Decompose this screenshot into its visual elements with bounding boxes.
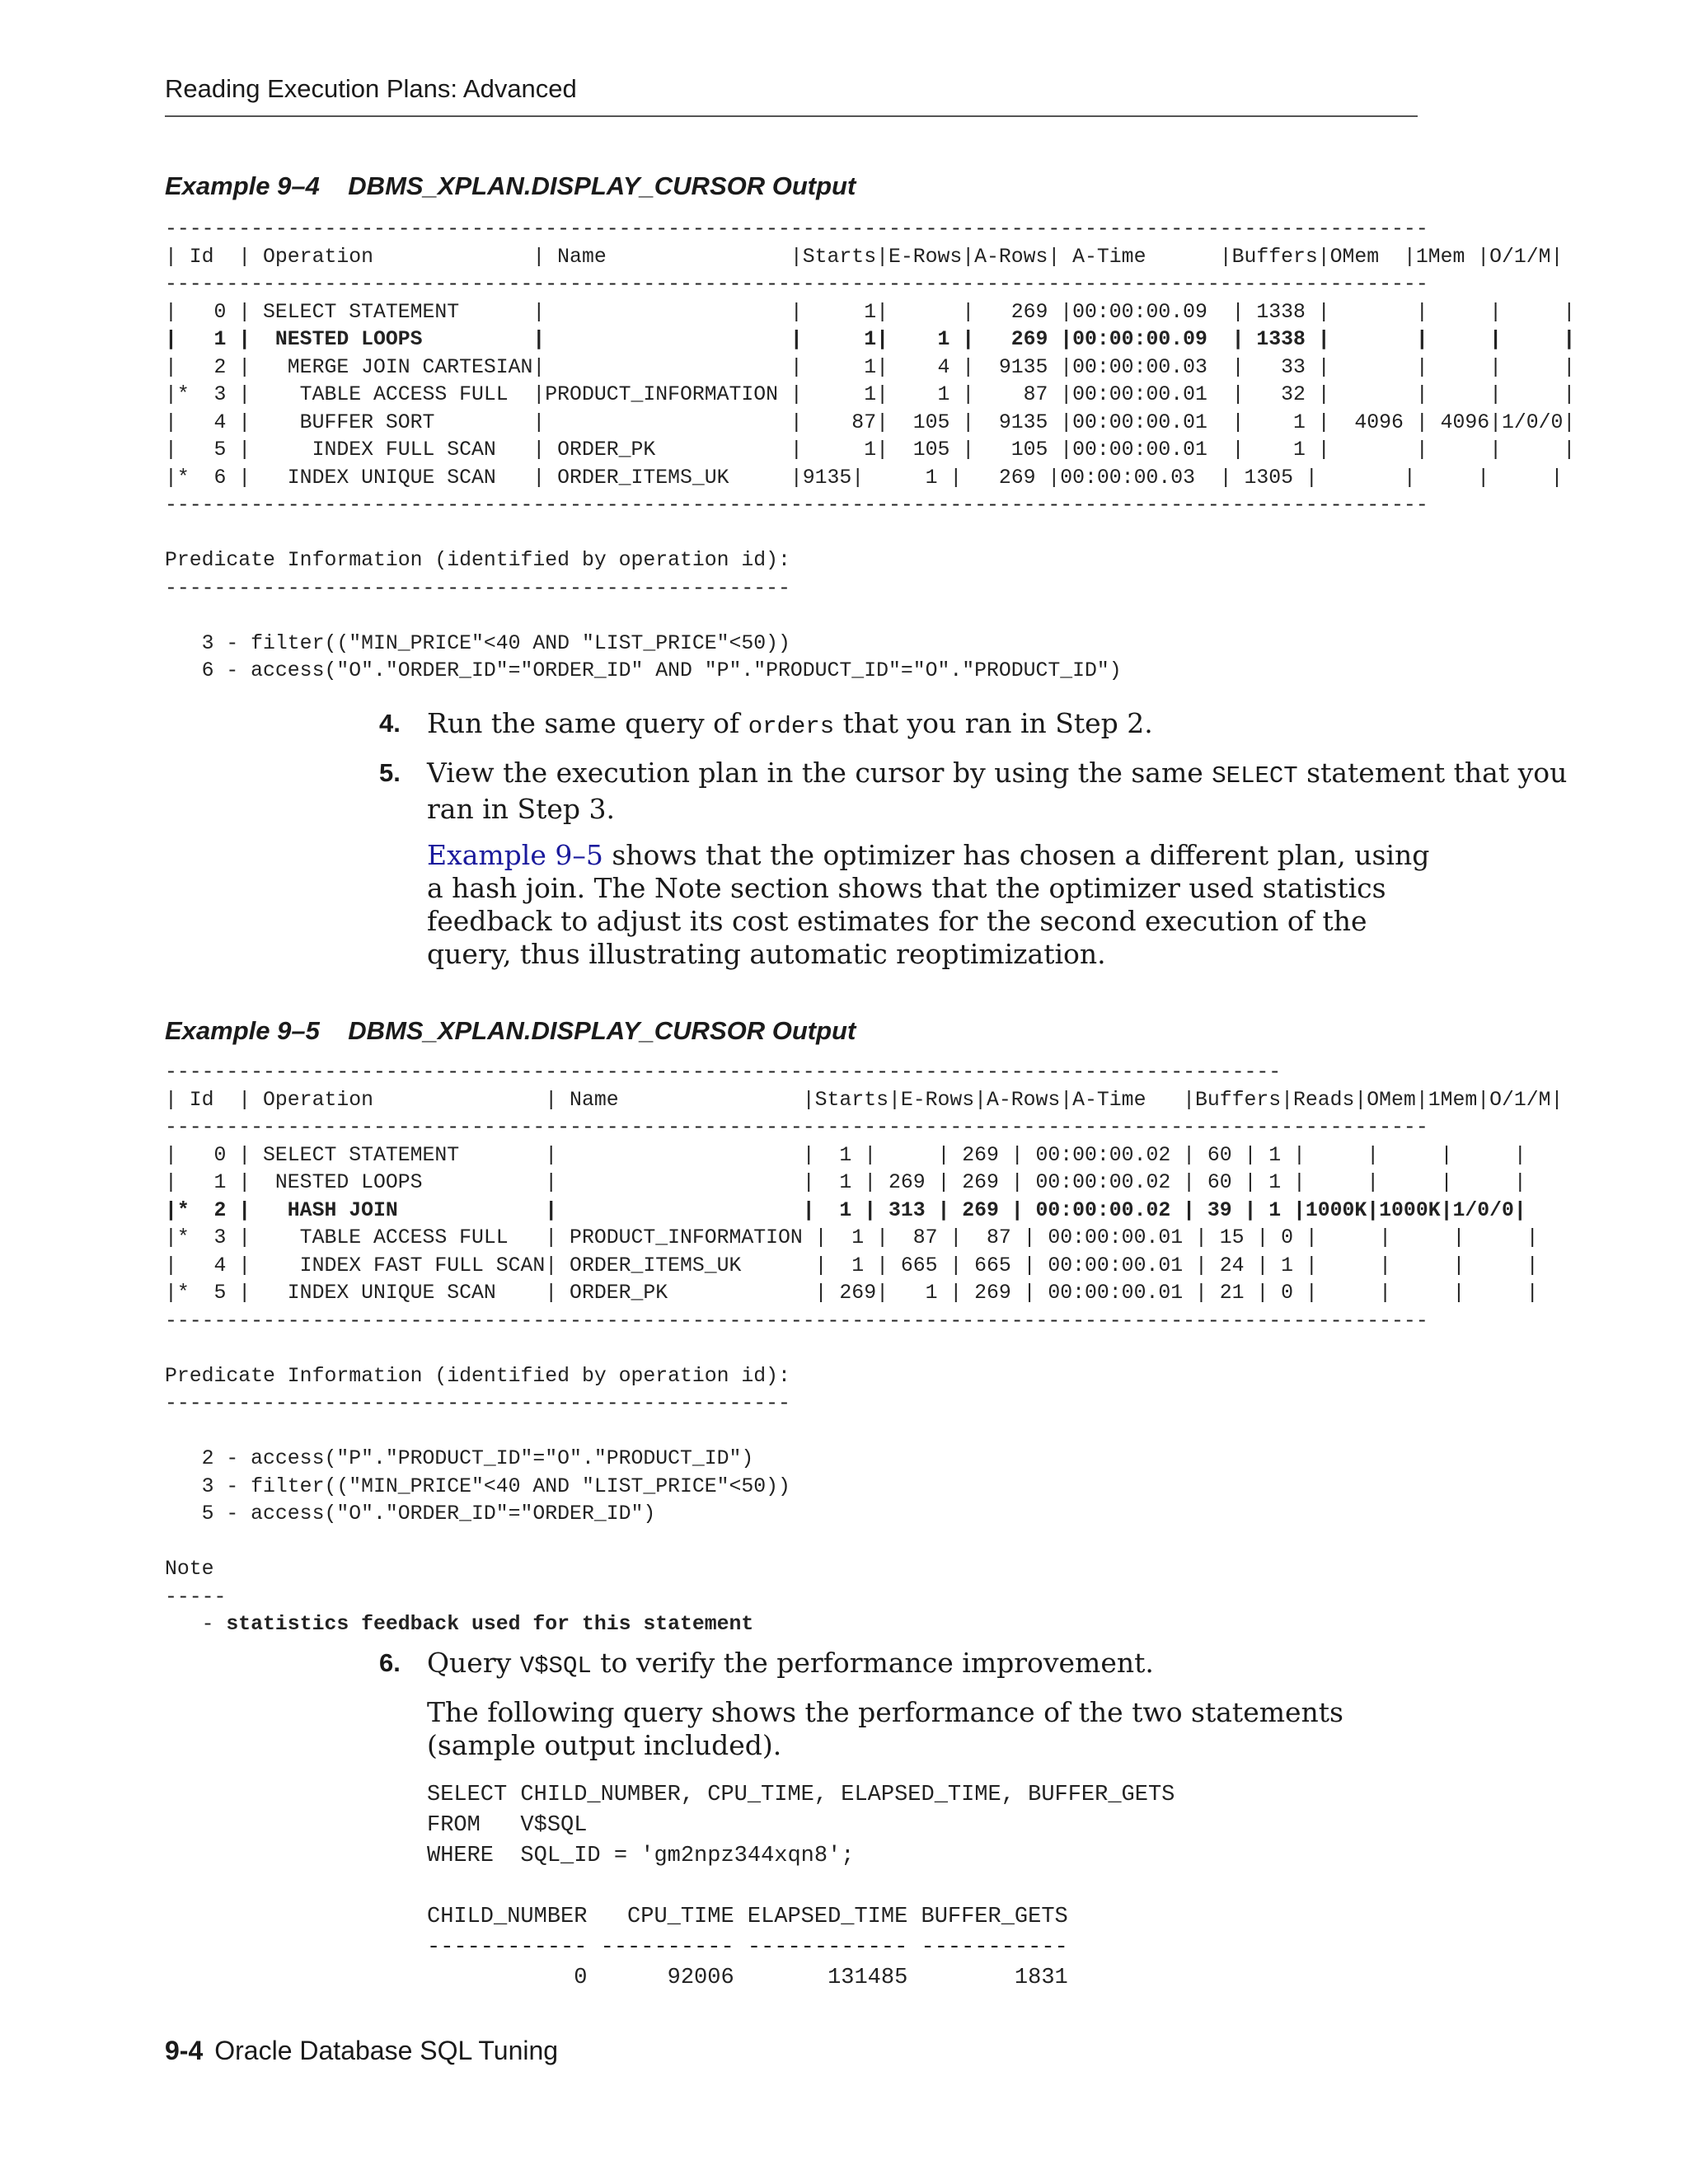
- note-heading: Note: [165, 1558, 214, 1581]
- plan-row: | 2 | MERGE JOIN CARTESIAN| | 1| 4 | 9135 |00:00:00.03 | 33 | | | |: [165, 355, 1576, 379]
- inline-code: V$SQL: [519, 1652, 592, 1680]
- sql-line: FROM V$SQL: [427, 1813, 588, 1838]
- plan-row: | 5 | INDEX FULL SCAN | ORDER_PK | 1| 105 | 105 |00:00:00.01 | 1 | | | |: [165, 438, 1576, 462]
- page-number: 9-4: [165, 2036, 204, 2065]
- sql-line: SELECT CHILD_NUMBER, CPU_TIME, ELAPSED_TIME, BUFFER_GETS: [427, 1783, 1175, 1807]
- step-number: 4.: [379, 709, 401, 738]
- predicate-line: 3 - filter(("MIN_PRICE"<40 AND "LIST_PRICE"<50)): [165, 1474, 790, 1498]
- step-number: 6.: [379, 1648, 401, 1677]
- plan-header-row: | Id | Operation | Name |Starts|E-Rows|A-Rows|A-Time |Buffers|Reads|OMem|1Mem|O/1/M|: [165, 1088, 1564, 1112]
- note-rule: -----: [165, 1585, 227, 1609]
- plan-row: | 4 | INDEX FAST FULL SCAN| ORDER_ITEMS_UK | 1 | 665 | 665 | 00:00:00.01 | 24 | 1 | | | |: [165, 1254, 1539, 1277]
- predicate-heading: Predicate Information (identified by operation id):: [165, 549, 790, 572]
- predicate-line: 3 - filter(("MIN_PRICE"<40 AND "LIST_PRICE"<50)): [165, 631, 790, 655]
- step-5-paragraph: Example 9–5 shows that the optimizer has chosen a different plan, using a hash join. The Note section shows that the optimizer used statistics feedback to adjust its cost estimates for the second execution of the query, thus illustrating automatic reoptimization.: [427, 839, 1430, 970]
- example-9-5-plan: ------------------------------------------------------------------------------------------- | Id | Operation | Name |Starts|E-Rows|A-Rows|A-Time |Buffers|Reads|OMem|1Mem|O/1/M| ------------------------------------------------------------------------------------------------------- | 0 | SELECT STATEMENT | | 1 | | 269 | 00:00:00.02 | 60 | 1 | | | | | 1 | NESTED LOOPS | | 1 | 269 | 269 | 00:00:00.02 | 60 | 1 | | | | |* 2 | HASH JOIN | | 1 | 313 | 269 | 00:00:00.02 | 39 | 1 |1000K|1000K|1/0/0| |* 3 | TABLE ACCESS FULL | PRODUCT_INFORMATION | 1 | 87 | 87 | 00:00:00.01 | 15 | 0 | | | | | 4 | INDEX FAST FULL SCAN| ORDER_ITEMS_UK | 1 | 665 | 665 | 00:00:00.01 | 24 | 1 | | | | |* 5 | INDEX UNIQUE SCAN | ORDER_PK | 269| 1 | 269 | 00:00:00.01 | 21 | 0 | | | | ------------------------------------------------------------------------------------------------------- Predicate Information (identified by operation id): --------------------------------------------------- 2 - access("P"."PRODUCT_ID"="O"."PRODUCT_ID") 3 - filter(("MIN_PRICE"<40 AND "LIST_PRICE"<50)) 5 - access("O"."ORDER_ID"="ORDER_ID") Note ----- - statistics feedback used for this statement: [165, 1061, 1564, 1636]
- sql-line: WHERE SQL_ID = 'gm2npz344xqn8';: [427, 1844, 855, 1868]
- plan-line: -------------------------------------------------------------------------------------------: [165, 1061, 1282, 1084]
- step-number: 5.: [379, 758, 401, 787]
- plan-row: |* 5 | INDEX UNIQUE SCAN | ORDER_PK | 269| 1 | 269 | 00:00:00.01 | 21 | 0 | | | |: [165, 1282, 1539, 1305]
- plan-line: -------------------------------------------------------------------------------------------------------: [165, 218, 1428, 241]
- step-4: 4. Run the same query of orders that you ran in Step 2.: [379, 707, 1153, 740]
- step-5: 5. View the execution plan in the cursor by using the same SELECT statement that you ran in Step 3.: [379, 757, 1568, 825]
- plan-row-hash-join: |* 2 | HASH JOIN | | 1 | 313 | 269 | 00:00:00.02 | 39 | 1 |1000K|1000K|1/0/0|: [165, 1198, 1526, 1222]
- result-header: CHILD_NUMBER CPU_TIME ELAPSED_TIME BUFFER_GETS: [427, 1905, 1068, 1929]
- result-rule: ------------ ---------- ------------ -----------: [427, 1935, 1068, 1960]
- step-6: 6. Query V$SQL to verify the performance improvement.: [379, 1647, 1154, 1680]
- plan-row: | 4 | BUFFER SORT | | 87| 105 | 9135 |00:00:00.01 | 1 | 4096 | 4096|1/0/0|: [165, 410, 1576, 434]
- result-row: 0 92006 131485 1831: [427, 1966, 1068, 1990]
- plan-row: |* 6 | INDEX UNIQUE SCAN | ORDER_ITEMS_UK |9135| 1 | 269 |00:00:00.03 | 1305 | | | |: [165, 466, 1564, 490]
- plan-row: |* 3 | TABLE ACCESS FULL | PRODUCT_INFORMATION | 1 | 87 | 87 | 00:00:00.01 | 15 | 0 | | | |: [165, 1226, 1539, 1249]
- inline-code: SELECT: [1212, 762, 1298, 790]
- step-6-paragraph: The following query shows the performance of the two statements (sample output included).: [427, 1696, 1343, 1761]
- predicate-line: 6 - access("O"."ORDER_ID"="ORDER_ID" AND "P"."PRODUCT_ID"="O"."PRODUCT_ID"): [165, 659, 1122, 682]
- plan-line: -------------------------------------------------------------------------------------------------------: [165, 273, 1428, 296]
- plan-row: | 0 | SELECT STATEMENT | | 1 | | 269 | 00:00:00.02 | 60 | 1 | | | |: [165, 1143, 1526, 1167]
- plan-line: -------------------------------------------------------------------------------------------------------: [165, 494, 1428, 517]
- predicate-heading: Predicate Information (identified by operation id):: [165, 1364, 790, 1388]
- predicate-rule: ---------------------------------------------------: [165, 576, 790, 600]
- plan-row: | 0 | SELECT STATEMENT | | 1| | 269 |00:00:00.09 | 1338 | | | |: [165, 300, 1576, 324]
- plan-header-row: | Id | Operation | Name |Starts|E-Rows|A-Rows| A-Time |Buffers|OMem |1Mem |O/1/M|: [165, 245, 1564, 269]
- page-footer: [165, 2036, 558, 2066]
- plan-line: -------------------------------------------------------------------------------------------------------: [165, 1116, 1428, 1139]
- predicate-line: 5 - access("O"."ORDER_ID"="ORDER_ID"): [165, 1502, 656, 1526]
- example-9-5-title: Example 9–5 DBMS_XPLAN.DISPLAY_CURSOR Output: [165, 1016, 856, 1045]
- running-header: Reading Execution Plans: Advanced: [165, 74, 1418, 117]
- predicate-rule: ---------------------------------------------------: [165, 1392, 790, 1415]
- predicate-line: 2 - access("P"."PRODUCT_ID"="O"."PRODUCT_ID"): [165, 1447, 754, 1470]
- plan-row: |* 3 | TABLE ACCESS FULL |PRODUCT_INFORMATION | 1| 1 | 87 |00:00:00.01 | 32 | | | |: [165, 383, 1576, 406]
- note-text: statistics feedback used for this statement: [226, 1613, 754, 1636]
- book-title: Oracle Database SQL Tuning: [214, 2036, 559, 2065]
- inline-code: orders: [748, 713, 835, 740]
- example-9-4-plan: [165, 216, 1575, 686]
- example-9-5-link[interactable]: Example 9–5: [427, 839, 603, 871]
- example-9-4-title: Example 9–4 DBMS_XPLAN.DISPLAY_CURSOR Output: [165, 171, 856, 200]
- vsql-query-block: [427, 1780, 1175, 1994]
- plan-line: -------------------------------------------------------------------------------------------------------: [165, 1309, 1428, 1333]
- plan-row-nested-loops: | 1 | NESTED LOOPS | | 1| 1 | 269 |00:00:00.09 | 1338 | | | |: [165, 328, 1576, 351]
- plan-row: | 1 | NESTED LOOPS | | 1 | 269 | 269 | 00:00:00.02 | 60 | 1 | | | |: [165, 1171, 1526, 1194]
